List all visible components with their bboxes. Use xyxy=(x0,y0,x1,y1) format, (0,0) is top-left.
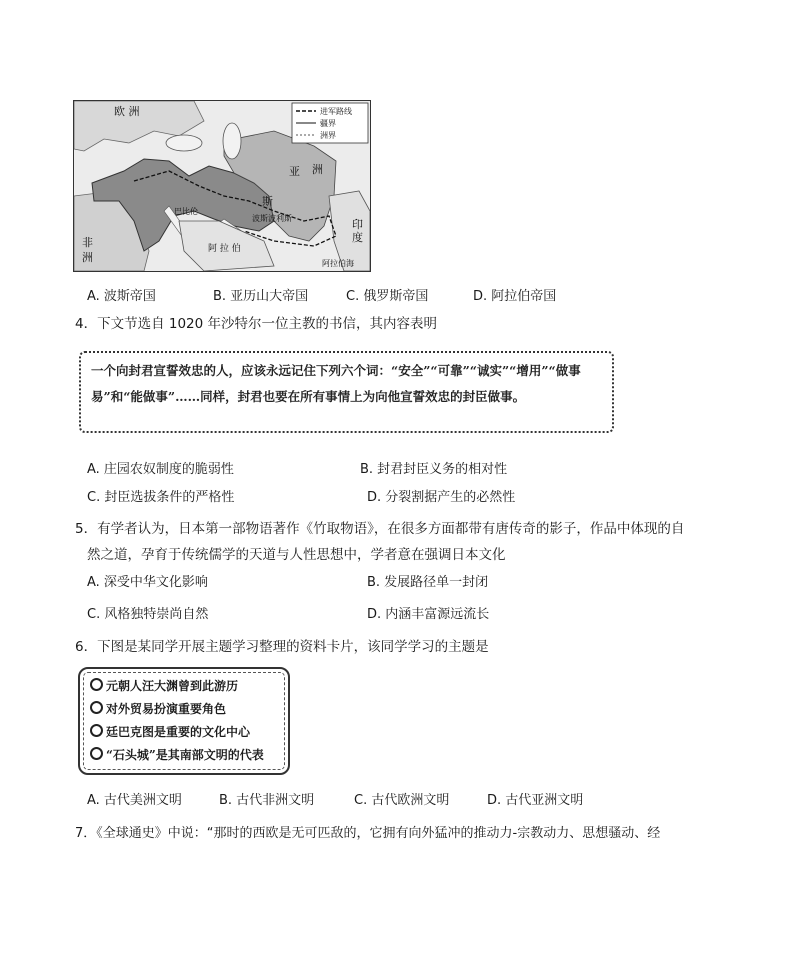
map-label-india-1: 印 xyxy=(352,218,363,231)
bullet-icon xyxy=(90,701,103,714)
empire-map xyxy=(73,100,371,272)
map-label-africa-1: 非 xyxy=(82,236,93,249)
q3-option-c: C. 俄罗斯帝国 xyxy=(346,289,429,304)
bullet-icon xyxy=(90,724,103,737)
q3-option-d: D. 阿拉伯帝国 xyxy=(473,289,557,304)
legend-continent-border-label: 洲界 xyxy=(320,131,336,140)
bullet-icon xyxy=(90,678,103,691)
q6-option-d: D. 古代亚洲文明 xyxy=(487,793,584,808)
legend-border-label: 疆界 xyxy=(320,119,336,128)
map-label-india-2: 度 xyxy=(352,231,363,244)
card-line-4: “石头城”是其南部文明的代表 xyxy=(90,746,264,763)
legend-route-label: 进军路线 xyxy=(320,107,352,116)
q3-option-b: B. 亚历山大帝国 xyxy=(213,289,309,304)
q5-option-d: D. 内涵丰富源远流长 xyxy=(367,607,490,622)
q6-option-a: A. 古代美洲文明 xyxy=(87,793,182,808)
card-line-2: 对外贸易扮演重要角色 xyxy=(90,700,226,717)
map-label-africa-2: 洲 xyxy=(82,251,93,264)
q4-stem: 4．下文节选自 1020 年沙特尔一位主教的书信，其内容表明 xyxy=(75,316,438,332)
q4-option-d: D. 分裂割据产生的必然性 xyxy=(367,490,516,505)
card-line-1: 元朝人汪大渊曾到此游历 xyxy=(90,677,238,694)
map-label-europe: 欧 洲 xyxy=(114,105,140,118)
q3-option-a: A. 波斯帝国 xyxy=(87,289,156,304)
q6-info-card xyxy=(78,667,290,775)
q5-option-b: B. 发展路径单一封闭 xyxy=(367,575,489,590)
q4-option-c: C. 封臣选拔条件的严格性 xyxy=(87,490,235,505)
q6-option-c: C. 古代欧洲文明 xyxy=(354,793,450,808)
q5-option-a: A. 深受中华文化影响 xyxy=(87,575,208,590)
q4-option-b: B. 封君封臣义务的相对性 xyxy=(360,462,508,477)
q5-option-c: C. 风格独特崇尚自然 xyxy=(87,607,209,622)
q4-option-a: A. 庄园农奴制度的脆弱性 xyxy=(87,462,234,477)
q6-option-b: B. 古代非洲文明 xyxy=(219,793,315,808)
q6-stem: 6．下图是某同学开展主题学习整理的资料卡片，该同学学习的主题是 xyxy=(75,639,489,655)
map-label-persepolis: 波斯波利斯 xyxy=(252,214,292,223)
bullet-icon xyxy=(90,747,103,760)
q4-quote-box: 一个向封君宣誓效忠的人，应该永远记住下列六个词：“安全”“可靠”“诚实”“增用”“做事易”和“能做事”……同样，封君也要在所有事情上为向他宣誓效忠的封臣做事。 xyxy=(79,351,614,433)
map-label-arabia: 阿 拉 伯 xyxy=(208,244,241,254)
card-line-3: 廷巴克图是重要的文化中心 xyxy=(90,723,250,740)
q5-stem-line-1: 5．有学者认为，日本第一部物语著作《竹取物语》，在很多方面都带有唐传奇的影子，作品中体现的自 xyxy=(75,521,685,537)
map-label-asia-1: 亚 xyxy=(289,165,300,178)
map-label-arabian-sea: 阿拉伯海 xyxy=(322,259,354,268)
map-label-persia: 斯 xyxy=(262,195,273,208)
map-label-asia-2: 洲 xyxy=(312,163,323,176)
q7-stem: 7．《全球通史》中说：“那时的西欧是无可匹敌的，它拥有向外猛冲的推动力-宗教动力、思想骚动、经 xyxy=(75,826,661,841)
q5-stem-line-2: 然之道，孕育于传统儒学的天道与人性思想中，学者意在强调日本文化 xyxy=(87,547,506,563)
map-label-babylon: 巴比伦 xyxy=(174,207,198,216)
